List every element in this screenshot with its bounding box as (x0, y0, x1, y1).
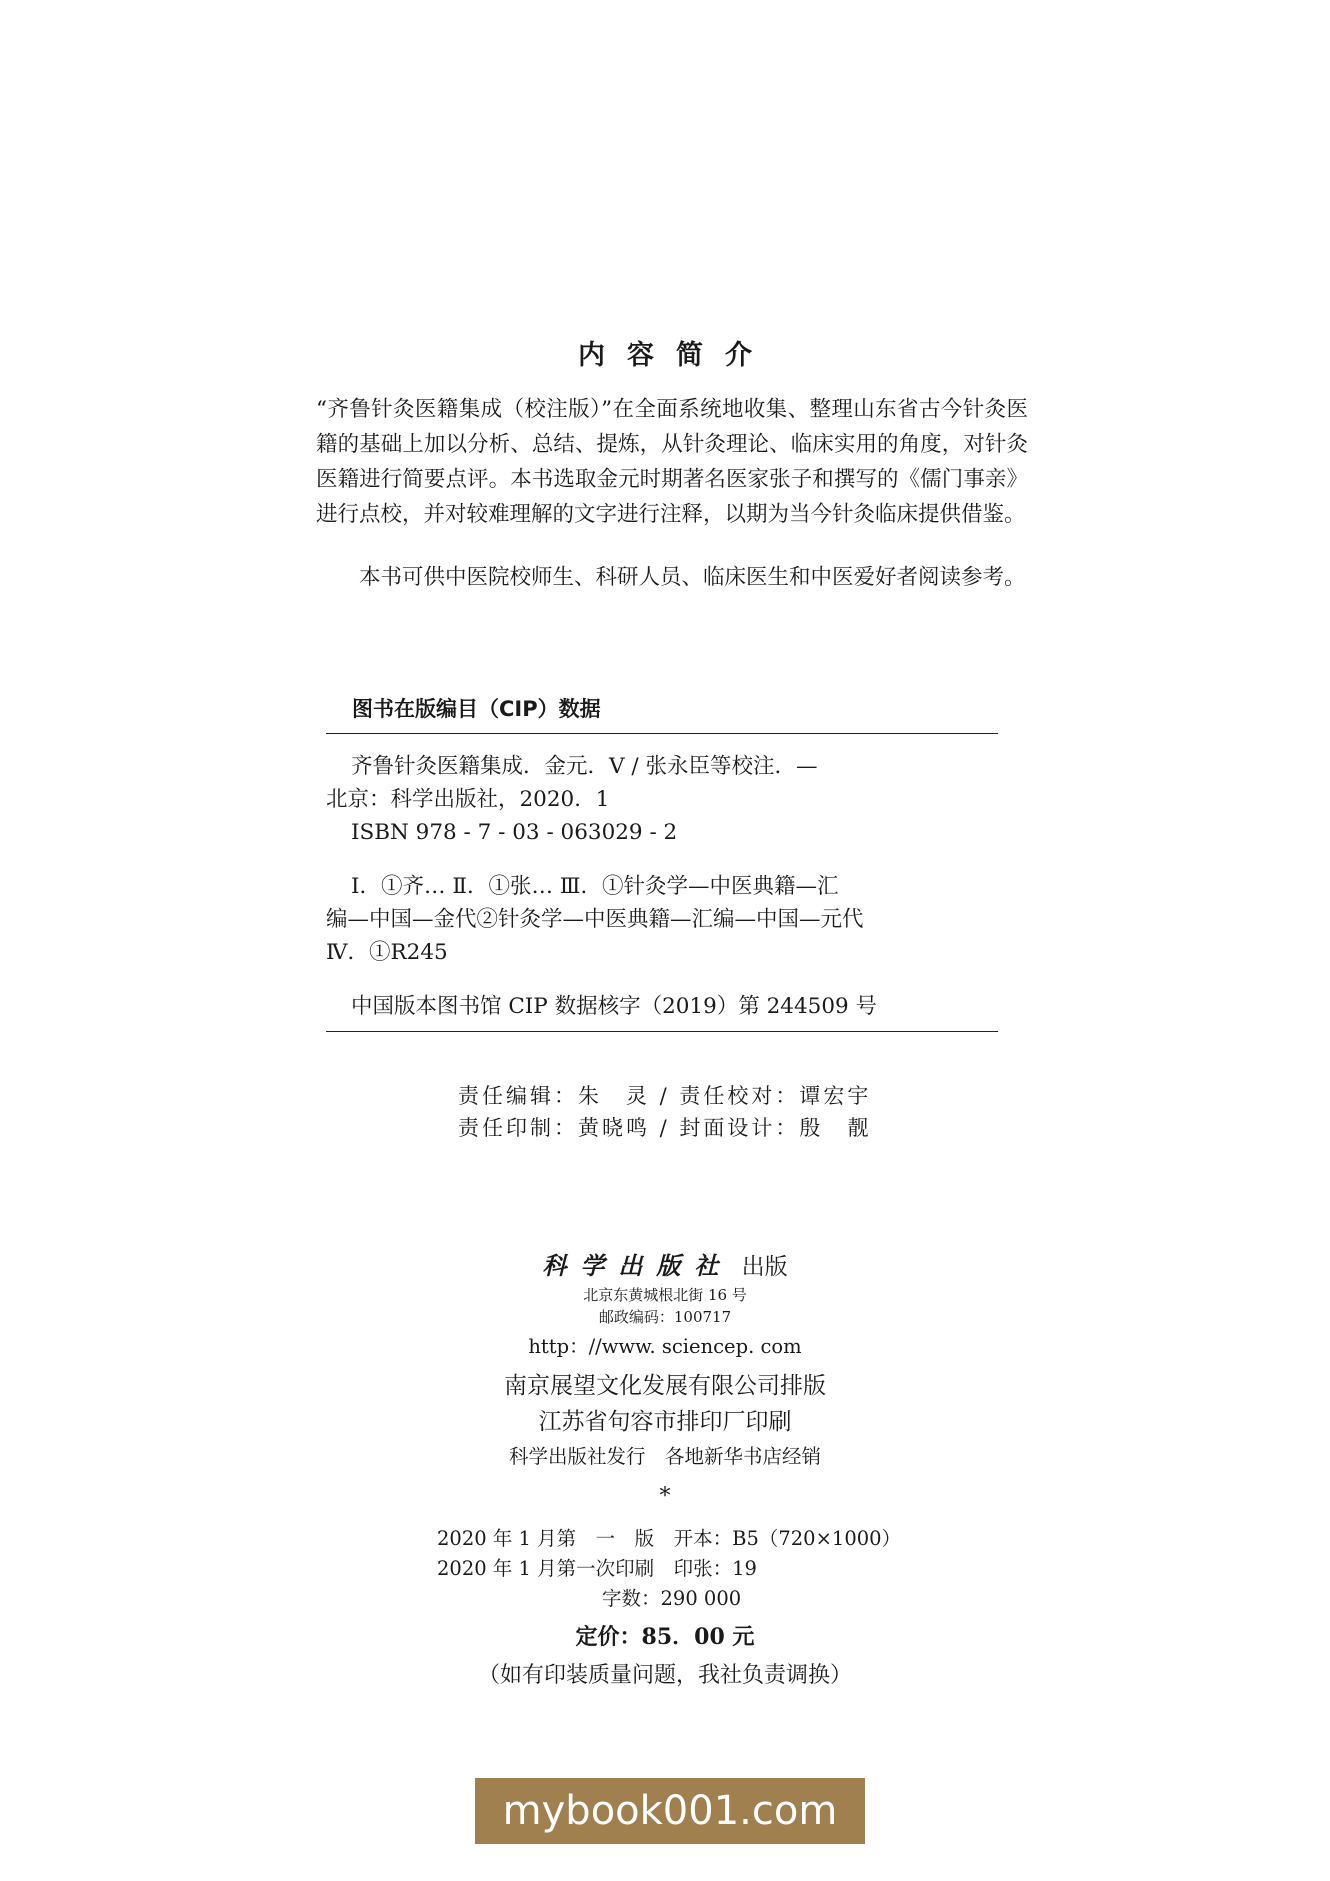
publisher-postcode: 邮政编码：100717 (598, 1308, 732, 1326)
cip-classification-line: Ⅰ．①齐… Ⅱ．①张… Ⅲ．①针灸学—中医典籍—汇 (351, 874, 839, 899)
publisher-logo: 科学出版社 (542, 1251, 733, 1280)
price: 定价：85．00 元 (575, 1624, 755, 1650)
publisher-website: http：//www. sciencep. com (528, 1335, 802, 1358)
typesetter: 南京展望文化发展有限公司排版 (504, 1373, 826, 1399)
word-count: 字数：290 000 (602, 1587, 742, 1610)
publisher-address: 北京东黄城根北街 16 号 (583, 1286, 747, 1304)
edition-info: 2020 年 1 月第 一 版 开本：B5（720×1000） (437, 1527, 902, 1550)
cip-heading: 图书在版编目（CIP）数据 (352, 697, 601, 721)
cip-classification-line: 编—中国—金代②针灸学—中医典籍—汇编—中国—元代 (326, 907, 864, 932)
staff-production: 责任印制：黄晓鸣 / 封面设计：殷 靓 (458, 1116, 872, 1140)
audience-paragraph: 本书可供中医院校师生、科研人员、临床医生和中医爱好者阅读参考。 (359, 565, 1026, 590)
cip-isbn-line: ISBN 978 - 7 - 03 - 063029 - 2 (351, 820, 678, 845)
printer: 江苏省句容市排印厂印刷 (538, 1409, 792, 1435)
cip-record-number: 中国版本图书馆 CIP 数据核字（2019）第 244509 号 (351, 994, 878, 1019)
publisher-suffix: 出版 (741, 1254, 788, 1280)
publisher-line (0, 1246, 1330, 1281)
staff-editors: 责任编辑：朱 灵 / 责任校对：谭宏宇 (458, 1084, 872, 1108)
separator-asterisk: * (659, 1484, 671, 1509)
cip-title-line: 齐鲁针灸医籍集成．金元．Ⅴ / 张永臣等校注．— (351, 754, 818, 779)
printing-info: 2020 年 1 月第一次印刷 印张：19 (437, 1557, 757, 1580)
intro-title: 内容简介 (578, 340, 774, 371)
cip-classification-line: Ⅳ．①R245 (326, 940, 448, 965)
watermark-badge: mybook001.com (475, 1778, 865, 1844)
cip-bottom-rule (326, 1031, 998, 1032)
quality-notice: （如有印装质量问题，我社负责调换） (477, 1663, 852, 1688)
cip-top-rule (326, 733, 998, 734)
cip-publisher-line: 北京：科学出版社，2020．1 (326, 787, 610, 812)
intro-paragraph: “齐鲁针灸医籍集成（校注版）”在全面系统地收集、整理山东省古今针灸医籍的基础上加以分析、总结、提炼，从针灸理论、临床实用的角度，对针灸医籍进行简要点评。本书选取金元时期著名医家张子和撰写的《儒门事亲》进行点校，并对较难理解的文字进行注释，以期为当今针灸临床提供借鉴。 (316, 397, 1028, 527)
distribution: 科学出版社发行 各地新华书店经销 (508, 1445, 821, 1468)
